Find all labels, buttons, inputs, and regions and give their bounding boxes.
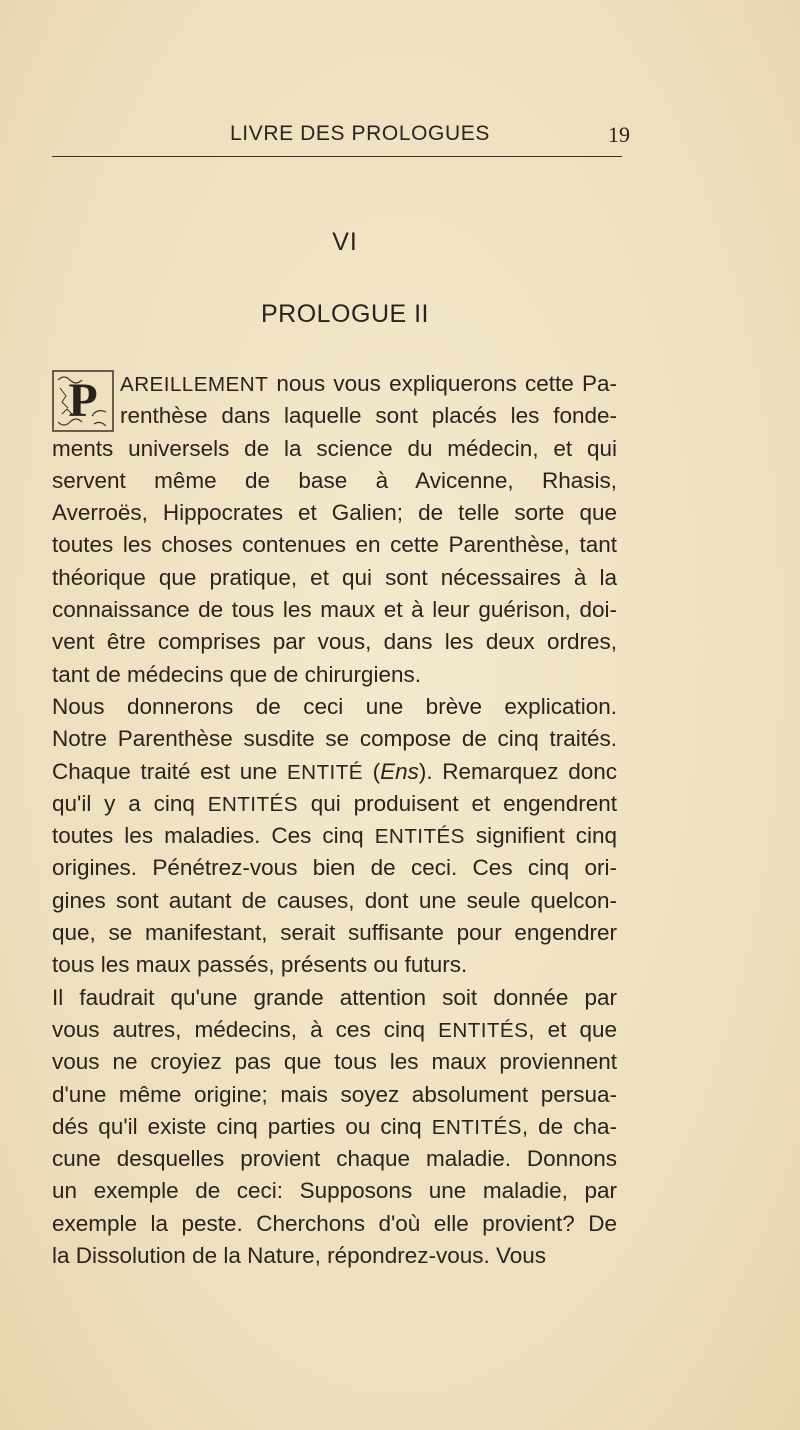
line-text: , de cha- (521, 1113, 617, 1139)
line-text: exemple la peste. Cherchons d'où elle provient? De (52, 1210, 617, 1236)
chapter-number: VI (332, 228, 358, 256)
line-text: gines sont autant de causes, dont une seule quelcon- (52, 887, 617, 913)
text-line (52, 562, 617, 594)
small-caps-term: ENTITÉS (431, 1115, 522, 1139)
line-text: dés qu'il existe cinq parties ou cinq (52, 1113, 432, 1139)
text-line (52, 1014, 617, 1046)
line-text: origines. Pénétrez-vous bien de ceci. Ces cinq ori- (52, 855, 617, 881)
text-line (52, 723, 617, 755)
line-text: Averroës, Hippocrates et Galien; de telle sorte que (52, 500, 617, 526)
line-text: d'une même origine; mais soyez absolument persua- (52, 1081, 617, 1107)
line-text: toutes les choses contenues en cette Parenthèse, tant (52, 532, 617, 558)
small-caps-term: ENTITÉS (438, 1018, 529, 1042)
small-caps-term: ENTITÉS (374, 825, 465, 849)
text-line (52, 788, 617, 820)
line-text: renthèse dans laquelle sont placés les fonde- (120, 403, 617, 429)
body-text (52, 368, 617, 1272)
text-line (52, 368, 617, 400)
text-line (52, 852, 617, 884)
text-line (52, 465, 617, 497)
line-text: ). Remarquez donc (418, 758, 617, 784)
line-text: servent même de base à Avicenne, Rhasis, (52, 467, 617, 493)
small-caps-term: AREILLEMENT (120, 373, 269, 396)
running-title: LIVRE DES PROLOGUES (230, 122, 490, 145)
line-text: vous ne croyiez pas que tous les maux proviennent (52, 1049, 617, 1075)
line-text: qui produisent et engendrent (297, 790, 617, 816)
text-line (52, 1175, 617, 1207)
line-text: un exemple de ceci: Supposons une maladie, par (52, 1178, 617, 1204)
line-text: signifient cinq (464, 823, 617, 849)
running-head (0, 118, 800, 148)
text-line (52, 1240, 617, 1272)
text-line (52, 691, 617, 723)
line-text: ments universels de la science du médecin, et qui (52, 435, 617, 461)
text-line (52, 497, 617, 529)
italic-term: Ens (380, 758, 419, 784)
text-line (52, 820, 617, 852)
small-caps-term: ENTITÉ (286, 760, 363, 784)
small-caps-term: ENTITÉS (207, 792, 298, 816)
line-text: Chaque traité est une (52, 758, 287, 784)
line-text: ( (362, 758, 381, 784)
text-line (52, 1111, 617, 1143)
text-line (52, 400, 617, 432)
page-number: 19 (608, 122, 630, 147)
text-line (52, 433, 617, 465)
text-line (52, 626, 617, 658)
ornamental-dropcap-icon (52, 370, 114, 432)
text-line (52, 756, 617, 788)
text-line (52, 1079, 617, 1111)
line-text: Notre Parenthèse susdite se compose de cinq traités. (52, 726, 617, 752)
line-text: que, se manifestant, serait suffisante pour engendrer (52, 920, 617, 946)
text-line (52, 917, 617, 949)
line-text: cune desquelles provient chaque maladie. Donnons (52, 1146, 617, 1172)
chapter-title: PROLOGUE II (260, 300, 430, 328)
line-text: toutes les maladies. Ces cinq (52, 823, 375, 849)
text-line (52, 594, 617, 626)
line-text: la Dissolution de la Nature, répondrez-vous. Vous (52, 1243, 547, 1269)
line-text: Il faudrait qu'une grande attention soit donnée par (52, 984, 617, 1010)
text-line (52, 529, 617, 561)
line-text: nous vous expliquerons cette Pa- (268, 371, 617, 396)
line-text: vent être comprises par vous, dans les deux ordres, (52, 629, 617, 655)
line-text: théorique que pratique, et qui sont nécessaires à la (52, 564, 617, 590)
line-text: tous les maux passés, présents ou futurs. (52, 952, 468, 978)
text-line (52, 1046, 617, 1078)
text-line (52, 949, 617, 981)
line-text: qu'il y a cinq (52, 790, 208, 816)
svg-text:P: P (68, 374, 98, 427)
header-rule (52, 156, 622, 157)
line-text: Nous donnerons de ceci une brève explication. (52, 693, 617, 719)
line-text: vous autres, médecins, à ces cinq (52, 1016, 439, 1042)
text-line (52, 1208, 617, 1240)
text-line (52, 1143, 617, 1175)
text-line (52, 659, 617, 691)
line-text: connaissance de tous les maux et à leur guérison, doi- (52, 597, 617, 623)
line-text: , et que (528, 1016, 618, 1042)
text-line (52, 982, 617, 1014)
text-line (52, 885, 617, 917)
line-text: tant de médecins que de chirurgiens. (52, 661, 421, 687)
